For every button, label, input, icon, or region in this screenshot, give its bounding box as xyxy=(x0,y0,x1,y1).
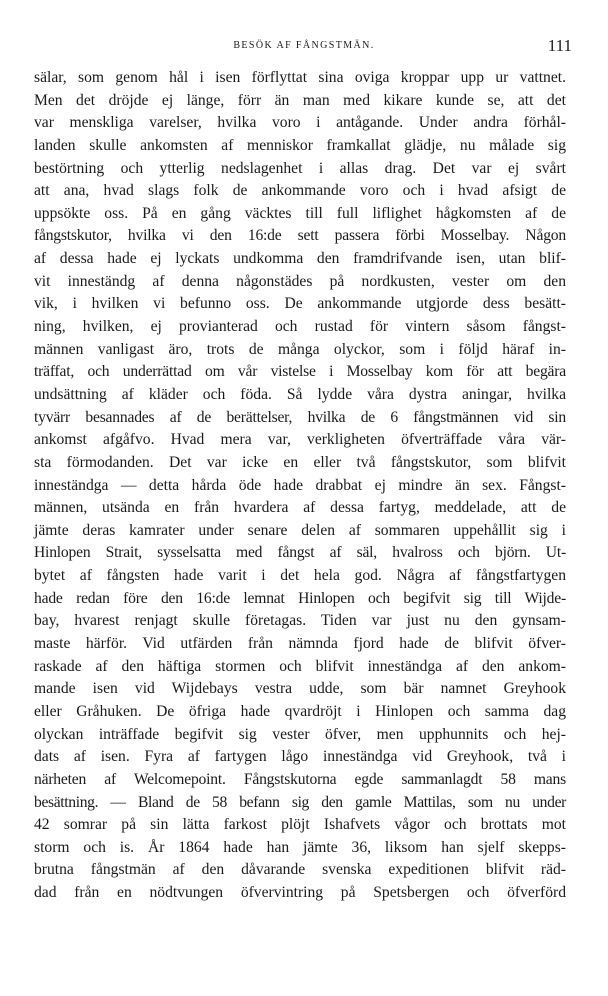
text-line: hade redan före den 16:de lemnat Hinlopen och begifvit sig till Wijde- xyxy=(34,589,566,607)
text-line: ning, hvilken, ej provianterad och rustad för vintern såsom fångst- xyxy=(34,318,566,336)
text-line: maste härför. Vid utfärden från nämnda fjord hade de blifvit öfver- xyxy=(34,635,566,653)
text-line: olyckan inträffade begifvit sig vester öfver, men upphunnits och hej- xyxy=(34,725,566,743)
text-line: raskade af den häftiga stormen och blifvit inneständga af den ankom- xyxy=(34,657,566,675)
text-line: undsättning af kläder och föda. Så lydde våra dystra aningar, hvilka xyxy=(34,385,566,403)
page-number: 111 xyxy=(547,36,572,55)
text-line: inneständga — detta hårda öde hade drabbat ej mindre än sex. Fångst- xyxy=(34,476,566,494)
text-line: bestörtning och ytterlig nedslagenhet i allas drag. Det var ej svårt xyxy=(34,159,566,177)
text-line: landen skulle ankomsten af menniskor framkallat glädje, nu målade sig xyxy=(34,136,566,154)
text-line: uppsökte oss. På en gång väcktes till full liflighet hågkomsten af de xyxy=(34,204,566,222)
text-line: fångstskutor, hvilka vi den 16:de sett passera förbi Mosselbay. Någon xyxy=(34,227,566,245)
body-text xyxy=(34,67,566,905)
text-line: jämte deras kamrater under senare delen af sommaren uppehållit sig i xyxy=(34,521,566,539)
text-line: tyvärr besannades af de berättelser, hvilka de 6 fångstmännen vid sin xyxy=(34,408,566,426)
text-line: dats af isen. Fyra af fartygen lågo inneständga vid Greyhook, två i xyxy=(34,748,566,766)
text-line: Hinlopen Strait, sysselsatta med fångst af säl, hvalross och björn. Ut- xyxy=(34,544,566,562)
text-line: vik, i hvilken vi befunno oss. De ankommande utgjorde dess besätt- xyxy=(34,295,566,313)
text-line: Men det dröjde ej länge, förr än man med kikare kunde se, att det xyxy=(34,91,566,109)
text-line: af dessa hade ej lyckats undkomma den framdrifvande isen, utan blif- xyxy=(34,250,566,268)
text-line: sälar, som genom hål i isen förflyttat sina oviga kroppar upp ur vattnet. xyxy=(34,69,566,86)
text-line: sta förmodanden. Det var icke en eller två fångstskutor, som blifvit xyxy=(34,453,566,471)
text-line: bay, hvarest renjagt skulle företagas. Tiden var just nu den gynsam- xyxy=(34,612,566,630)
running-header xyxy=(34,36,574,58)
text-line: vit inneständg af denna någonstädes på nordkusten, vester om den xyxy=(34,272,566,290)
text-line: träffat, och underrättad om vår vistelse i Mosselbay kom för att begära xyxy=(34,363,566,381)
running-title: BESÖK AF FÅNGSTMÄN. xyxy=(233,40,375,51)
text-line: var menskliga varelser, hvilka voro i antågande. Under andra förhål- xyxy=(34,114,566,132)
text-line: bytet af fångsten hade varit i det hela god. Några af fångstfartygen xyxy=(34,567,566,585)
text-line: dad från en nödtvungen öfvervintring på Spetsbergen och öfverförd xyxy=(34,884,566,902)
text-line: mande isen vid Wijdebays vestra udde, som bär namnet Greyhook xyxy=(34,680,566,698)
text-line: besättning. — Bland de 58 befann sig den gamle Mattilas, som nu under xyxy=(34,793,566,811)
text-line: männen, utsända en från hvardera af dessa fartyg, meddelade, att de xyxy=(34,499,566,517)
text-line: storm och is. År 1864 hade han jämte 36, liksom han sjelf skepps- xyxy=(34,838,566,856)
text-line: närheten af Welcomepoint. Fångstskutorna egde sammanlagdt 58 mans xyxy=(34,770,566,788)
text-line: 42 somrar på sin lätta farkost plöjt Ishafvets vågor och brottats mot xyxy=(34,816,566,834)
text-line: männen vanligast äro, trots de många olyckor, som i följd häraf in- xyxy=(34,340,566,358)
text-line: ankomst afgåfvo. Hvad mera var, verkligheten öfverträffade våra vär- xyxy=(34,431,566,449)
text-line: eller Gråhuken. De öfriga hade qvardröjt i Hinlopen och samma dag xyxy=(34,702,566,720)
text-line: brutna fångstmän af den dåvarande svenska expeditionen blifvit räd- xyxy=(34,861,566,879)
text-line: att ana, hvad slags folk de ankommande voro och i hvad afsigt de xyxy=(34,182,566,200)
